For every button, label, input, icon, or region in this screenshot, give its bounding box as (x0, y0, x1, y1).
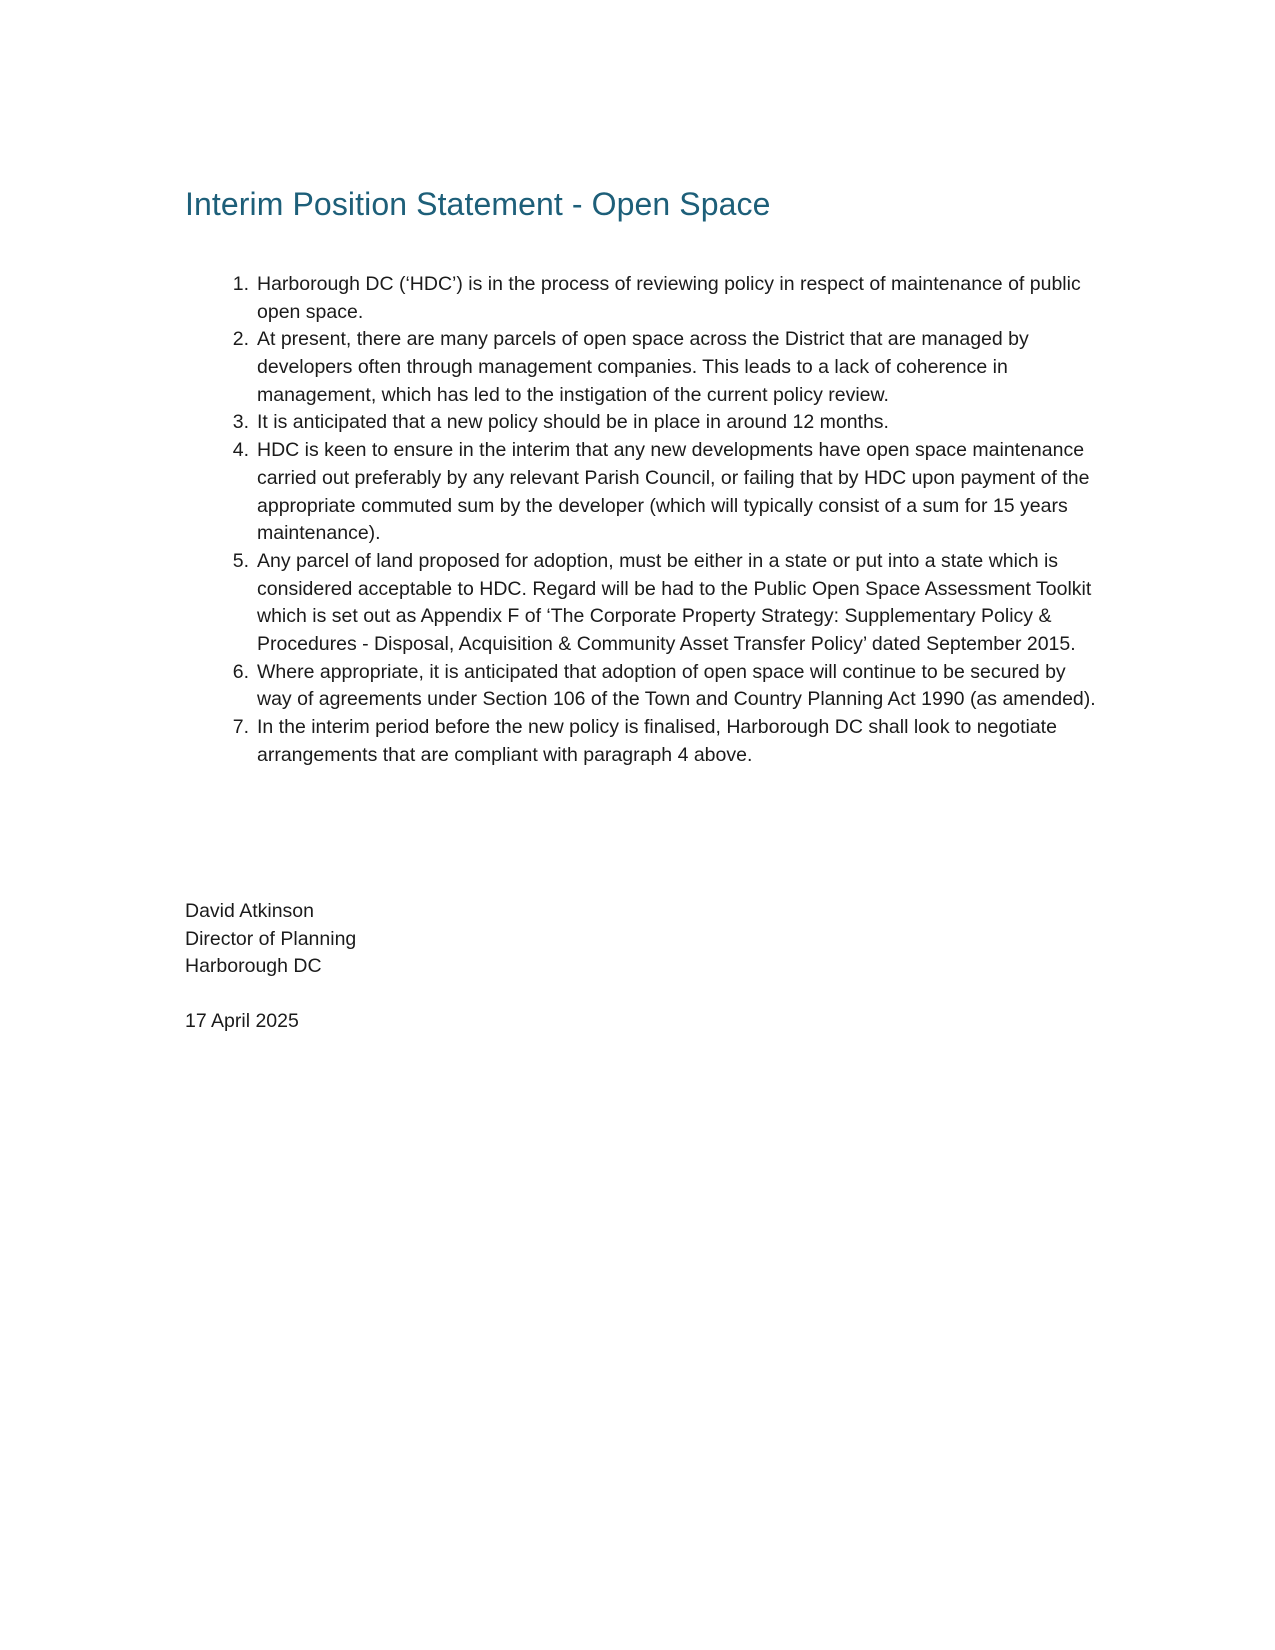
list-item-text: It is anticipated that a new policy should be in place in around 12 months. (257, 411, 889, 434)
list-item-number: 6. (232, 660, 249, 683)
list-item-number: 2. (232, 328, 249, 351)
list-item (232, 548, 1102, 659)
list-item-text: Harborough DC (‘HDC’) is in the process of reviewing policy in respect of maintenance of public open space. (257, 273, 1081, 323)
list-item-number: 7. (232, 716, 249, 738)
list-item-text: Any parcel of land proposed for adoption, must be either in a state or put into a state which is considered acceptable to HDC. Regard will be had to the Public Open Space Assessment Toolkit which is set out as Appendix F of ‘The Corporate Property Strategy: Supplementary Policy & Procedures - Disposal, Acquisition & Community Asset Transfer Policy’ dated September 2015. (257, 549, 1092, 655)
list-item-number: 4. (232, 439, 249, 462)
list-item-text: At present, there are many parcels of open space across the District that are managed by developers often through management companies. This leads to a lack of coherence in management, which has led to the instigation of the current policy review. (257, 328, 1029, 406)
list-item (232, 659, 1102, 714)
signature-block (185, 898, 356, 981)
signature-role: Director of Planning (185, 927, 357, 950)
numbered-paragraph-list (185, 271, 1102, 769)
list-item-number: 3. (232, 411, 249, 434)
list-item (232, 326, 1102, 409)
list-item (232, 437, 1102, 548)
list-item-text: In the interim period before the new policy is finalised, Harborough DC shall look to negotiate arrangements that are compliant with paragraph 4 above. (257, 716, 1057, 766)
list-item-text: Where appropriate, it is anticipated that adoption of open space will continue to be secured by way of agreements under Section 106 of the Town and Country Planning Act 1990 (as amended). (257, 660, 1096, 711)
document-date: 17 April 2025 (185, 1010, 299, 1032)
signature-organisation: Harborough DC (185, 955, 322, 978)
list-item-text: HDC is keen to ensure in the interim that any new developments have open space maintenance carried out preferably by any relevant Parish Council, or failing that by HDC upon payment of the appropriate commuted sum by the developer (which will typically consist of a sum for 15 years maintenance). (257, 439, 1090, 545)
list-item (232, 271, 1102, 326)
list-item-number: 5. (232, 549, 249, 572)
list-item (232, 409, 1102, 437)
signature-name: David Atkinson (185, 900, 314, 922)
list-item (232, 714, 1102, 769)
page-title: Interim Position Statement - Open Space (185, 186, 771, 223)
list-item-number: 1. (232, 273, 249, 295)
